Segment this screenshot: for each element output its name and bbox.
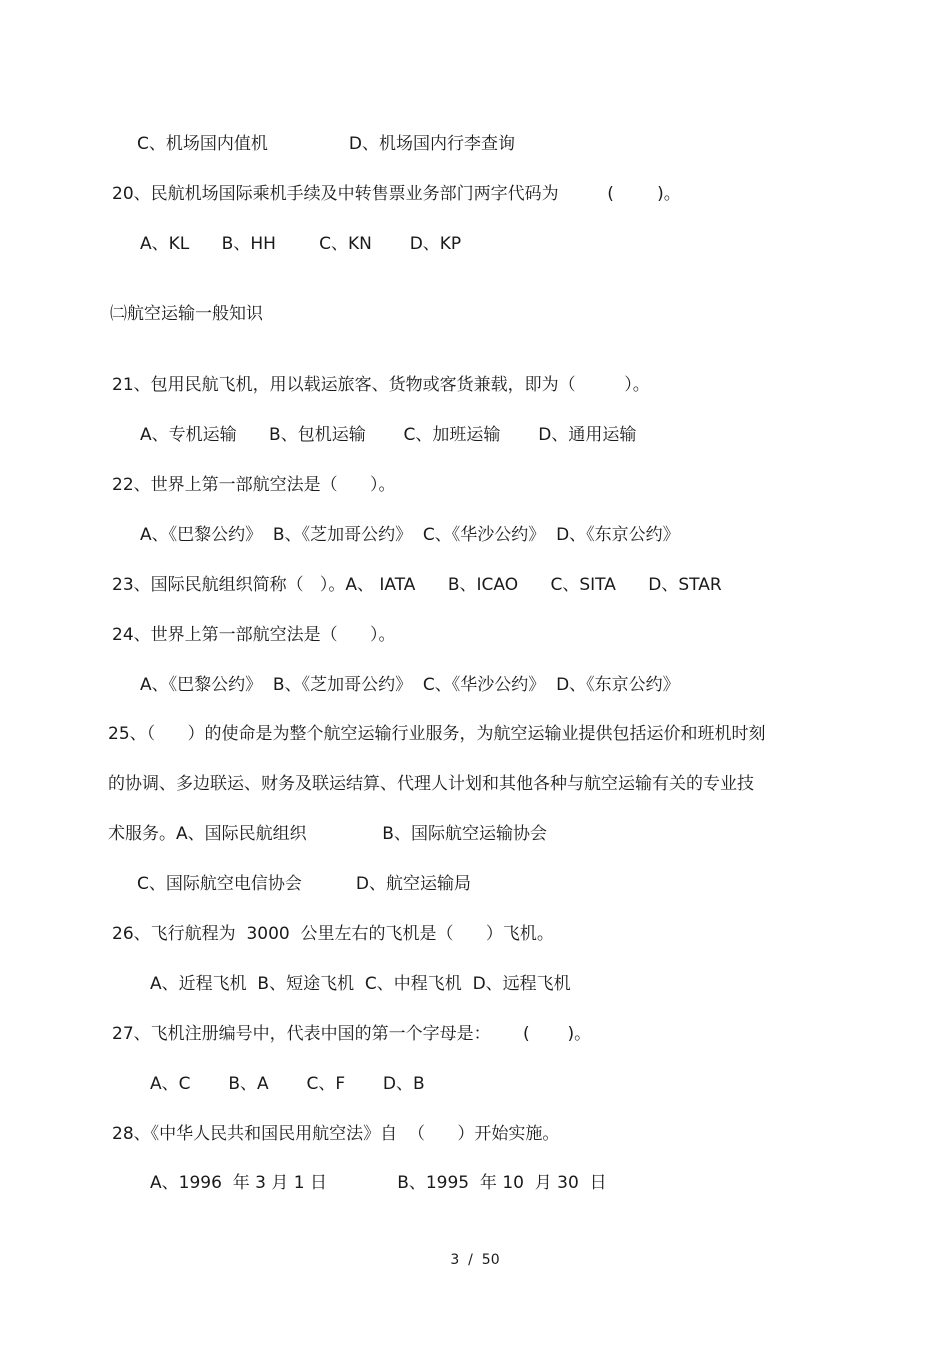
- q26-question: 26、飞行航程为 3000 公里左右的飞机是（ ）飞机。: [112, 924, 554, 944]
- q19-options-cd: C、机场国内值机 D、机场国内行李查询: [137, 134, 516, 154]
- q23-question: 23、国际民航组织简称（ ）。A、 IATA B、ICAO C、SITA D、STAR: [112, 575, 722, 595]
- q20-question: 20、民航机场国际乘机手续及中转售票业务部门两字代码为 ( )。: [112, 184, 681, 204]
- q28-question: 28、《中华人民共和国民用航空法》自 （ ）开始实施。: [112, 1124, 560, 1144]
- q22-question: 22、世界上第一部航空法是（ ）。: [112, 475, 396, 495]
- q25-question-line2: 的协调、多边联运、财务及联运结算、代理人计划和其他各种与航空运输有关的专业技: [108, 774, 754, 794]
- q27-question: 27、飞机注册编号中，代表中国的第一个字母是： ( )。: [112, 1024, 592, 1044]
- q25-question-line3: 术服务。A、国际民航组织 B、国际航空运输协会: [108, 824, 547, 844]
- q22-options: A、《巴黎公约》 B、《芝加哥公约》 C、《华沙公约》 D、《东京公约》: [140, 525, 680, 545]
- section-heading: ㈡航空运输一般知识: [110, 304, 263, 324]
- q27-options: A、C B、A C、F D、B: [150, 1074, 425, 1094]
- page-number: 3 / 50: [450, 1252, 500, 1268]
- q25-question-line1: 25、（ ）的使命是为整个航空运输行业服务，为航空运输业提供包括运价和班机时刻: [108, 724, 766, 744]
- q21-options: A、专机运输 B、包机运输 C、加班运输 D、通用运输: [140, 425, 637, 445]
- q21-question: 21、包用民航飞机，用以载运旅客、货物或客货兼载，即为（ ）。: [112, 375, 650, 395]
- q24-options: A、《巴黎公约》 B、《芝加哥公约》 C、《华沙公约》 D、《东京公约》: [140, 675, 680, 695]
- q20-options: A、KL B、HH C、KN D、KP: [140, 234, 462, 254]
- q28-options-ab: A、1996 年 3 月 1 日 B、1995 年 10 月 30 日: [150, 1173, 607, 1193]
- q25-options-cd: C、国际航空电信协会 D、航空运输局: [137, 874, 471, 894]
- q26-options: A、近程飞机 B、短途飞机 C、中程飞机 D、远程飞机: [150, 974, 571, 994]
- q24-question: 24、世界上第一部航空法是（ ）。: [112, 625, 396, 645]
